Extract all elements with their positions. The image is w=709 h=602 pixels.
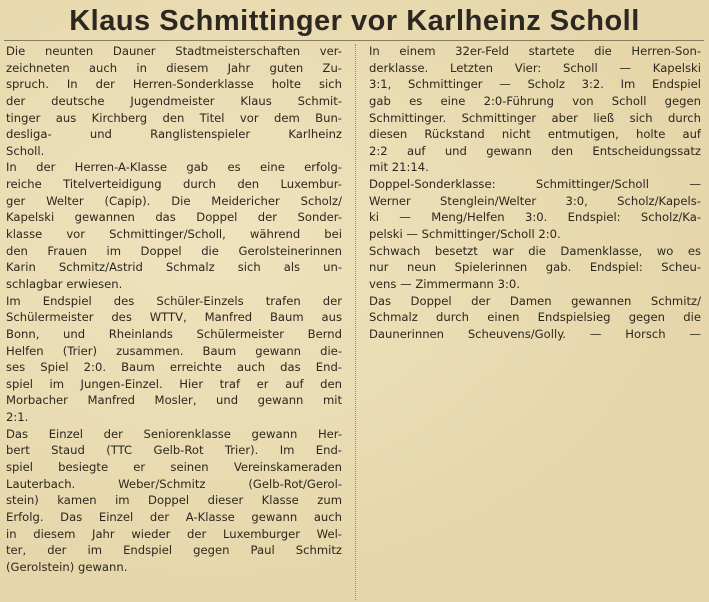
text-line: Werner Stenglein/Welter 3:0, Scholz/Kapels- bbox=[369, 193, 701, 208]
text-line: ter, der im Endspiel gegen Paul Schmitz bbox=[6, 543, 342, 558]
text-line: pelski — Schmittinger/Scholl 2:0. bbox=[369, 227, 561, 242]
text-line: Doppel-Sonderklasse: Schmittinger/Scholl — bbox=[369, 177, 701, 192]
text-line: ses Spiel 2:0. Baum erreichte auch das End- bbox=[6, 360, 342, 375]
text-line: Morbacher Manfred Mosler, und gewann mit bbox=[6, 393, 342, 408]
text-line: 3:1, Schmittinger — Scholz 3:2. Im Endspiel bbox=[369, 77, 701, 92]
text-line: In der Herren-A-Klasse gab es eine erfolg- bbox=[6, 160, 342, 175]
text-line: Karin Schmitz/Astrid Schmalz sich als un- bbox=[6, 260, 342, 275]
text-line: den Frauen im Doppel die Gerolsteinerinnen bbox=[6, 243, 342, 258]
article-column-right bbox=[369, 43, 701, 343]
text-line: tinger aus Kirchberg den Titel vor dem Bun- bbox=[6, 110, 342, 125]
text-line: klasse vor Schmittinger/Scholl, während bei bbox=[6, 227, 342, 242]
text-line: Scholl. bbox=[6, 143, 45, 158]
text-line: gab es eine 2:0-Führung von Scholl gegen bbox=[369, 93, 701, 108]
text-line: schlagbar erwiesen. bbox=[6, 276, 123, 291]
text-line: spruch. In der Herren-Sonderklasse holte sich bbox=[6, 77, 342, 92]
text-line: Schwach besetzt war die Damenklasse, wo es bbox=[369, 243, 701, 258]
text-line: bert Staud (TTC Gelb-Rot Trier). Im End- bbox=[6, 443, 342, 458]
text-line: Daunerinnen Scheuvens/Golly. — Horsch — bbox=[369, 326, 701, 341]
text-line: der deutsche Jugendmeister Klaus Schmit- bbox=[6, 93, 342, 108]
text-line: zeichneten auch in diesem Jahr guten Zu- bbox=[6, 60, 342, 75]
text-line: Bonn, und Rheinlands Schülermeister Bernd bbox=[6, 326, 342, 341]
text-line: ger Welter (Capip). Die Meidericher Scholz/ bbox=[6, 193, 342, 208]
text-line: reiche Titelverteidigung durch den Luxembur- bbox=[6, 177, 342, 192]
text-line: in diesem Jahr wieder der Luxemburger Wel- bbox=[6, 526, 342, 541]
text-line: spiel besiegte er seinen Vereinskameraden bbox=[6, 460, 342, 475]
text-line: Die neunten Dauner Stadtmeisterschaften ver- bbox=[6, 44, 342, 58]
text-line: 2:2 auf und gewann den Entscheidungssatz bbox=[369, 143, 701, 158]
text-line: (Gerolstein) gewann. bbox=[6, 559, 128, 574]
text-line: diesen Rückstand nicht entmutigen, holte auf bbox=[369, 127, 701, 142]
headline: Klaus Schmittinger vor Karlheinz Scholl bbox=[69, 5, 640, 37]
text-line: Lauterbach. Weber/Schmitz (Gelb-Rot/Gerol- bbox=[6, 476, 342, 491]
text-line: Das Einzel der Seniorenklasse gewann Her- bbox=[6, 426, 342, 441]
text-line: vens — Zimmermann 3:0. bbox=[369, 276, 520, 291]
article-column-left bbox=[6, 43, 342, 576]
text-line: 2:1. bbox=[6, 410, 29, 425]
text-line: Kapelski gewannen das Doppel der Sonder- bbox=[6, 210, 342, 225]
text-line: Schmittinger. Schmittinger aber ließ sich durch bbox=[369, 110, 701, 125]
text-line: stein) kamen im Doppel dieser Klasse zum bbox=[6, 493, 342, 508]
headline-rule bbox=[4, 40, 704, 41]
text-line: Helfen (Trier) zusammen. Baum gewann die- bbox=[6, 343, 342, 358]
text-line: desliga- und Ranglistenspieler Karlheinz bbox=[6, 127, 342, 142]
text-line: In einem 32er-Feld startete die Herren-Son- bbox=[369, 44, 701, 58]
text-line: Erfolg. Das Einzel der A-Klasse gewann auch bbox=[6, 509, 342, 524]
text-line: nur neun Spielerinnen gab. Endspiel: Scheu- bbox=[369, 260, 701, 275]
text-line: Schmalz durch einen Endspielsieg gegen die bbox=[369, 310, 701, 325]
column-divider bbox=[355, 44, 356, 600]
text-line: Schülermeister des WTTV, Manfred Baum aus bbox=[6, 310, 342, 325]
text-line: mit 21:14. bbox=[369, 160, 429, 175]
text-line: derklasse. Letzten Vier: Scholl — Kapelski bbox=[369, 60, 701, 75]
text-line: Das Doppel der Damen gewannen Schmitz/ bbox=[369, 293, 701, 308]
text-line: Im Endspiel des Schüler-Einzels trafen der bbox=[6, 293, 342, 308]
text-line: ki — Meng/Helfen 3:0. Endspiel: Scholz/Ka- bbox=[369, 210, 701, 225]
text-line: spiel im Jungen-Einzel. Hier traf er auf den bbox=[6, 376, 342, 391]
